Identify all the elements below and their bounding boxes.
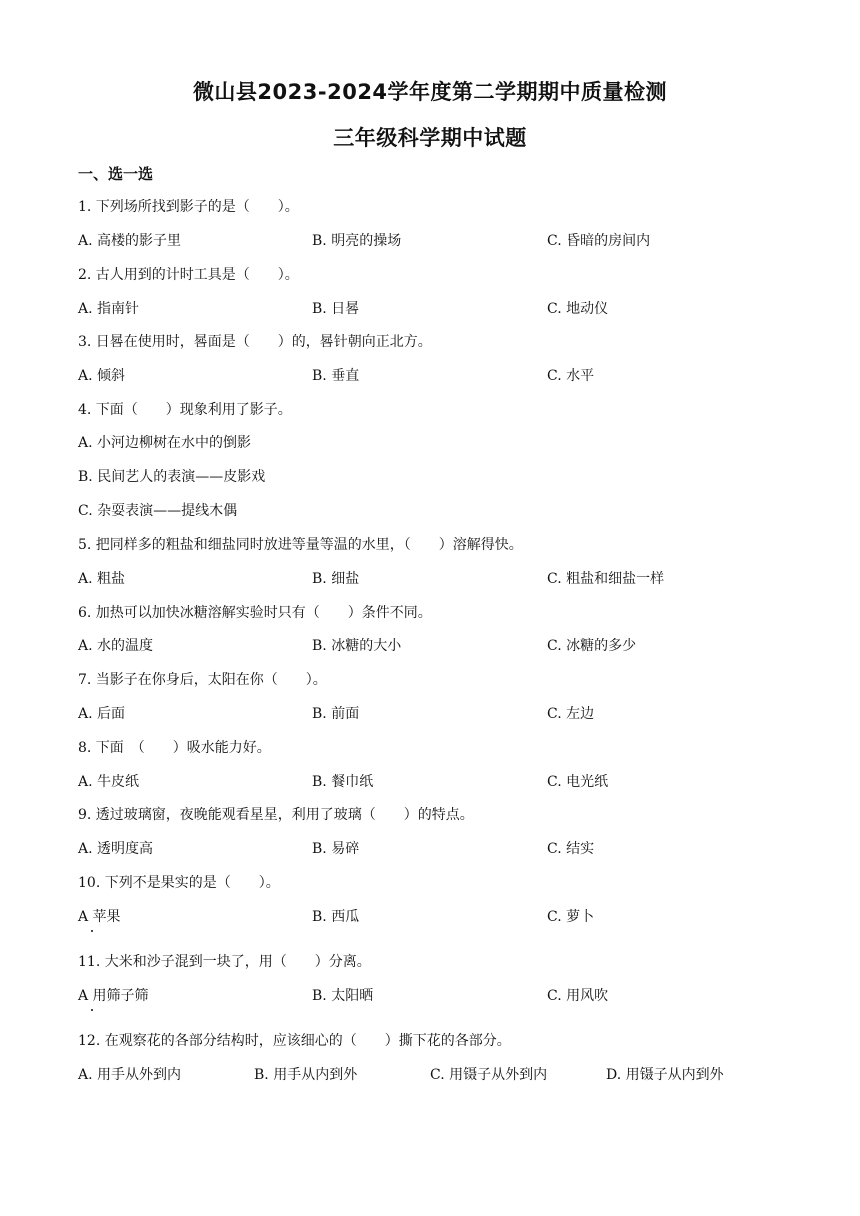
option-a: A 用筛子筛: [78, 988, 149, 1004]
question-12: 12. 在观察花的各部分结构时，应该细心的（ ）撕下花的各部分。: [78, 1033, 511, 1049]
question-10: 10. 下列不是果实的是（ ）。: [78, 875, 280, 891]
options-row-1: [0, 232, 860, 250]
option-a: A. 用手从外到内: [78, 1067, 182, 1083]
question-4: 4. 下面（ ）现象利用了影子。: [78, 402, 292, 418]
option-b: B. 冰糖的大小: [312, 638, 402, 654]
option-a: A. 水的温度: [78, 638, 154, 654]
exam-title-line1: 微山县2023-2024学年度第二学期期中质量检测: [192, 80, 668, 104]
options-row-2: [0, 300, 860, 318]
option-a: A. 透明度高: [78, 841, 154, 857]
option-c: C. 昏暗的房间内: [547, 233, 651, 249]
question-6: 6. 加热可以加快冰糖溶解实验时只有（ ）条件不同。: [78, 605, 432, 621]
question-7: 7. 当影子在你身后，太阳在你（ ）。: [78, 672, 327, 688]
option-b: B. 前面: [312, 706, 360, 722]
options-row-8: [0, 773, 860, 791]
option-c: C. 左边: [547, 706, 595, 722]
option-c: C. 粗盐和细盐一样: [547, 571, 665, 587]
stray-dot-mark: [91, 930, 93, 932]
options-row-9: [0, 840, 860, 858]
question-9: 9. 透过玻璃窗，夜晚能观看星星，利用了玻璃（ ）的特点。: [78, 807, 474, 823]
option-a: A. 后面: [78, 706, 126, 722]
option-b: B. 细盐: [312, 571, 360, 587]
option-a: A. 粗盐: [78, 571, 126, 587]
options-row-12: [0, 1066, 860, 1084]
option-b: B. 太阳晒: [312, 988, 374, 1004]
option-b: B. 明亮的操场: [312, 233, 402, 249]
options-row-6: [0, 637, 860, 655]
exam-title-line2: 三年级科学期中试题: [333, 126, 527, 150]
option-c: C. 结实: [547, 841, 595, 857]
option-d: D. 用镊子从内到外: [606, 1067, 724, 1083]
option-b: B. 用手从内到外: [254, 1067, 358, 1083]
section-heading: 一、选一选: [78, 165, 154, 183]
option-a: A 苹果: [78, 909, 121, 925]
option-b: B. 餐巾纸: [312, 774, 374, 790]
question-2: 2. 古人用到的计时工具是（ ）。: [78, 267, 299, 283]
option-a: A. 牛皮纸: [78, 774, 140, 790]
question-11: 11. 大米和沙子混到一块了，用（ ）分离。: [78, 954, 371, 970]
option-c: C. 用镊子从外到内: [430, 1067, 548, 1083]
option-a: A. 指南针: [78, 301, 140, 317]
option-b: B. 日晷: [312, 301, 360, 317]
options-row-7: [0, 705, 860, 723]
options-row-10: [0, 908, 860, 926]
option-c: C. 萝卜: [547, 909, 595, 925]
question-1: 1. 下列场所找到影子的是（ ）。: [78, 199, 299, 215]
options-row-11: [0, 987, 860, 1005]
option-a: A. 倾斜: [78, 368, 126, 384]
stray-dot-mark: [91, 1009, 93, 1011]
option-b: B. 西瓜: [312, 909, 360, 925]
option-c: C. 水平: [547, 368, 595, 384]
option-c: C. 电光纸: [547, 774, 609, 790]
question-5: 5. 把同样多的粗盐和细盐同时放进等量等温的水里，（ ）溶解得快。: [78, 537, 523, 553]
question-3: 3. 日晷在使用时，晷面是（ ）的，晷针朝向正北方。: [78, 334, 432, 350]
question-8: 8. 下面 （ ）吸水能力好。: [78, 740, 271, 756]
options-row-5: [0, 570, 860, 588]
option-c: C. 冰糖的多少: [547, 638, 637, 654]
option-b: B. 民间艺人的表演——皮影戏: [78, 469, 266, 485]
options-row-3: [0, 367, 860, 385]
option-c: C. 地动仪: [547, 301, 609, 317]
option-b: B. 垂直: [312, 368, 360, 384]
option-b: B. 易碎: [312, 841, 360, 857]
option-c: C. 杂耍表演——提线木偶: [78, 503, 238, 519]
option-a: A. 小河边柳树在水中的倒影: [78, 435, 252, 451]
option-a: A. 高楼的影子里: [78, 233, 182, 249]
option-c: C. 用风吹: [547, 988, 609, 1004]
